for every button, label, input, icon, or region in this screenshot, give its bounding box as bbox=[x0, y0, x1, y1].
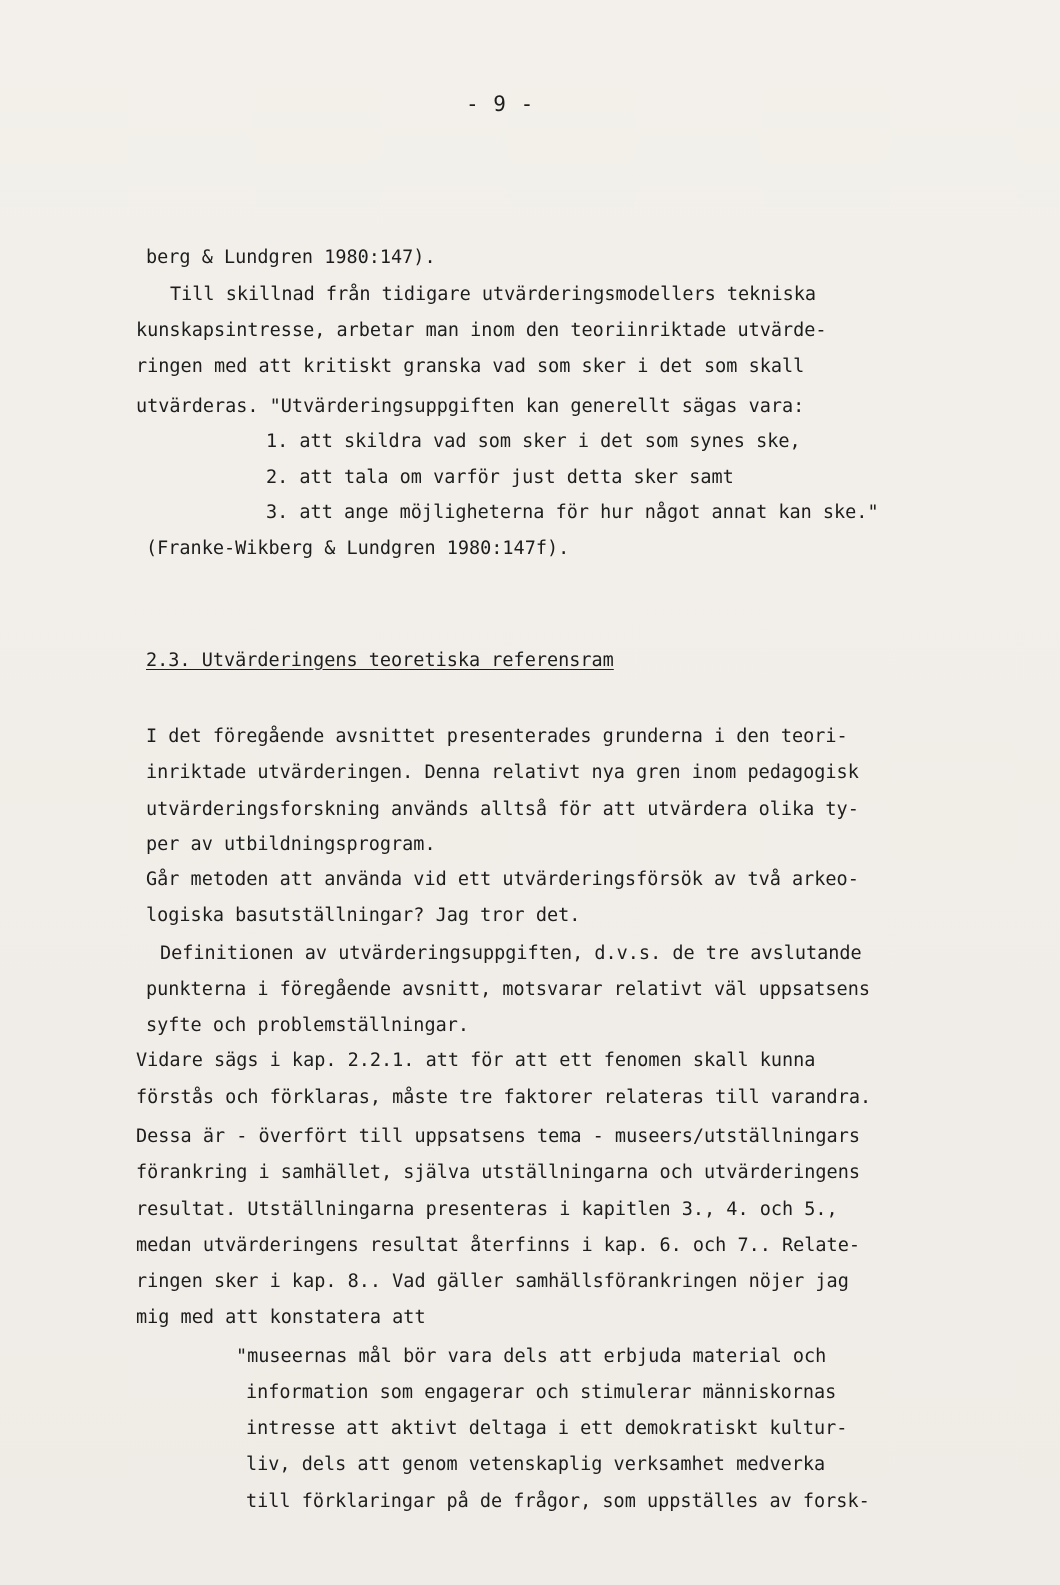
list-item: 2. att tala om varför just detta sker samt bbox=[266, 467, 734, 488]
page-number: - 9 - bbox=[466, 92, 535, 116]
text-line: resultat. Utställningarna presenteras i kapitlen 3., 4. och 5., bbox=[136, 1199, 838, 1220]
section-heading: 2.3. Utvärderingens teoretiska referensram bbox=[146, 650, 614, 671]
list-item: 1. att skildra vad som sker i det som synes ske, bbox=[266, 431, 801, 452]
text-line: ringen sker i kap. 8.. Vad gäller samhällsförankringen nöjer jag bbox=[136, 1271, 849, 1292]
text-line: per av utbildningsprogram. bbox=[146, 834, 436, 855]
text-line: logiska basutställningar? Jag tror det. bbox=[146, 905, 581, 926]
text-line: punkterna i föregående avsnitt, motsvarar relativt väl uppsatsens bbox=[146, 979, 870, 1000]
text-line: mig med att konstatera att bbox=[136, 1307, 426, 1328]
quote-line: liv, dels att genom vetenskaplig verksamhet medverka bbox=[246, 1454, 826, 1475]
list-item: 3. att ange möjligheterna för hur något annat kan ske." bbox=[266, 502, 879, 523]
text-line: förankring i samhället, själva utställningarna och utvärderingens bbox=[136, 1162, 860, 1183]
text-line: Går metoden att använda vid ett utvärderingsförsök av två arkeo- bbox=[146, 869, 859, 890]
text-line: Till skillnad från tidigare utvärderingsmodellers tekniska bbox=[170, 284, 817, 305]
text-line: inriktade utvärderingen. Denna relativt nya gren inom pedagogisk bbox=[146, 762, 859, 783]
text-line: Dessa är - överfört till uppsatsens tema - museers/utställningars bbox=[136, 1126, 860, 1147]
text-line: utvärderingsforskning används alltså för att utvärdera olika ty- bbox=[146, 799, 859, 820]
text-line: kunskapsintresse, arbetar man inom den teoriinriktade utvärde- bbox=[136, 320, 827, 341]
text-line: I det föregående avsnittet presenterades grunderna i den teori- bbox=[146, 726, 848, 747]
text-line: förstås och förklaras, måste tre faktorer relateras till varandra. bbox=[136, 1087, 872, 1108]
text-line: medan utvärderingens resultat återfinns i kap. 6. och 7.. Relate- bbox=[136, 1235, 860, 1256]
text-line: Vidare sägs i kap. 2.2.1. att för att ett fenomen skall kunna bbox=[136, 1050, 816, 1071]
quote-line: "museernas mål bör vara dels att erbjuda material och bbox=[236, 1346, 827, 1367]
quote-line: intresse att aktivt deltaga i ett demokratiskt kultur- bbox=[246, 1418, 848, 1439]
text-line: syfte och problemställningar. bbox=[146, 1015, 470, 1036]
quote-line: information som engagerar och stimulerar människornas bbox=[246, 1382, 837, 1403]
text-line: ringen med att kritiskt granska vad som sker i det som skall bbox=[136, 356, 805, 377]
quote-line: till förklaringar på de frågor, som uppställes av forsk- bbox=[246, 1491, 870, 1512]
citation-line: (Franke-Wikberg & Lundgren 1980:147f). bbox=[146, 538, 570, 559]
text-line: Definitionen av utvärderingsuppgiften, d.v.s. de tre avslutande bbox=[160, 943, 862, 964]
text-line: berg & Lundgren 1980:147). bbox=[146, 247, 436, 268]
text-line: utvärderas. "Utvärderingsuppgiften kan generellt sägas vara: bbox=[136, 396, 805, 417]
